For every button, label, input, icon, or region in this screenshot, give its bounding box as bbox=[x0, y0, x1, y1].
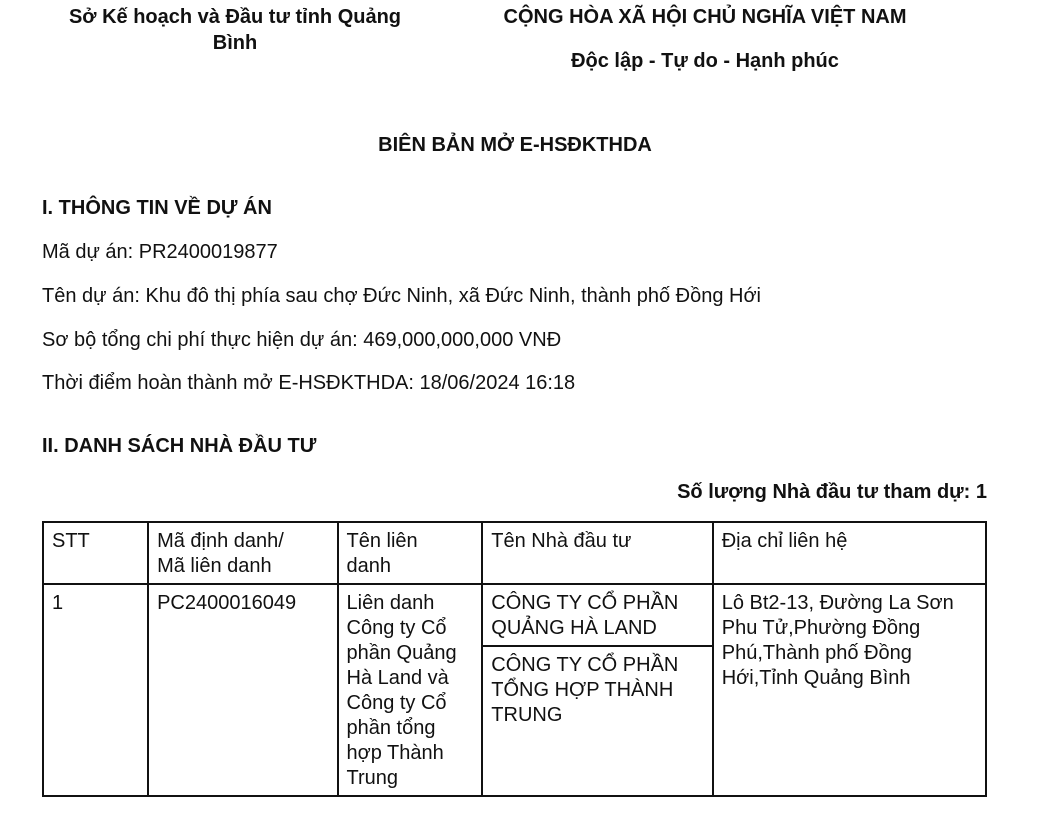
consortium-line: Trung bbox=[346, 767, 399, 789]
opening-time: Thời điểm hoàn thành mở E-HSĐKTHDA: 18/06/2024 16:18 bbox=[42, 372, 576, 394]
section-project-info-heading: I. THÔNG TIN VỀ DỰ ÁN bbox=[42, 197, 272, 219]
consortium-line: Hà Land và bbox=[346, 667, 449, 689]
address-line: Phú,Thành phố Đồng bbox=[721, 642, 912, 664]
consortium-line: phần Quảng bbox=[346, 642, 457, 664]
address-line: Hới,Tỉnh Quảng Bình bbox=[721, 667, 911, 689]
consortium-line: phần tổng bbox=[346, 717, 436, 739]
section-investor-list-heading: II. DANH SÁCH NHÀ ĐẦU TƯ bbox=[42, 435, 317, 457]
project-total-cost: Sơ bộ tổng chi phí thực hiện dự án: 469,000,000,000 VNĐ bbox=[42, 329, 562, 351]
consortium-line: Công ty Cổ bbox=[346, 617, 447, 639]
investor-line: CÔNG TY CỔ PHẦN bbox=[491, 592, 679, 614]
investor-table bbox=[42, 521, 987, 797]
issuing-agency-line1: Sở Kế hoạch và Đầu tư tỉnh Quảng bbox=[68, 6, 402, 28]
header-investor: Tên Nhà đầu tư bbox=[482, 522, 712, 584]
row-identifier: PC2400016049 bbox=[148, 584, 337, 796]
investor-count: Số lượng Nhà đầu tư tham dự: 1 bbox=[677, 481, 987, 503]
issuing-agency-line2: Bình bbox=[212, 32, 258, 54]
header-address: Địa chỉ liên hệ bbox=[713, 522, 986, 584]
project-code: Mã dự án: PR2400019877 bbox=[42, 241, 278, 263]
header-consortium-line2: danh bbox=[346, 555, 391, 577]
row-address bbox=[713, 584, 986, 796]
investor-line: QUẢNG HÀ LAND bbox=[491, 617, 657, 639]
row-investors bbox=[482, 584, 712, 796]
header-identifier-line2: Mã liên danh bbox=[157, 555, 272, 577]
table-row bbox=[43, 584, 986, 796]
header-stt: STT bbox=[43, 522, 148, 584]
document-title: BIÊN BẢN MỞ E-HSĐKTHDA bbox=[378, 134, 652, 156]
investor-entry bbox=[483, 585, 711, 645]
consortium-line: hợp Thành bbox=[346, 742, 444, 764]
investor-entry bbox=[483, 645, 711, 732]
investor-line: TỔNG HỢP THÀNH bbox=[491, 679, 674, 701]
header-identifier bbox=[148, 522, 337, 584]
project-name: Tên dự án: Khu đô thị phía sau chợ Đức Ninh, xã Đức Ninh, thành phố Đồng Hới bbox=[42, 285, 762, 307]
consortium-line: Liên danh bbox=[346, 592, 435, 614]
national-motto: Độc lập - Tự do - Hạnh phúc bbox=[571, 50, 839, 72]
row-stt: 1 bbox=[43, 584, 148, 796]
investor-line: TRUNG bbox=[491, 704, 563, 726]
country-name: CỘNG HÒA XÃ HỘI CHỦ NGHĨA VIỆT NAM bbox=[503, 6, 907, 28]
header-consortium bbox=[338, 522, 483, 584]
consortium-line: Công ty Cổ bbox=[346, 692, 447, 714]
national-header bbox=[470, 4, 940, 74]
address-line: Phu Tử,Phường Đồng bbox=[721, 617, 921, 639]
table-header-row bbox=[43, 522, 986, 584]
header-consortium-line1: Tên liên bbox=[346, 530, 418, 552]
investor-line: CÔNG TY CỔ PHẦN bbox=[491, 654, 679, 676]
issuing-agency bbox=[50, 4, 420, 56]
row-consortium bbox=[338, 584, 483, 796]
address-line: Lô Bt2-13, Đường La Sơn bbox=[721, 592, 954, 614]
header-identifier-line1: Mã định danh/ bbox=[157, 530, 284, 552]
